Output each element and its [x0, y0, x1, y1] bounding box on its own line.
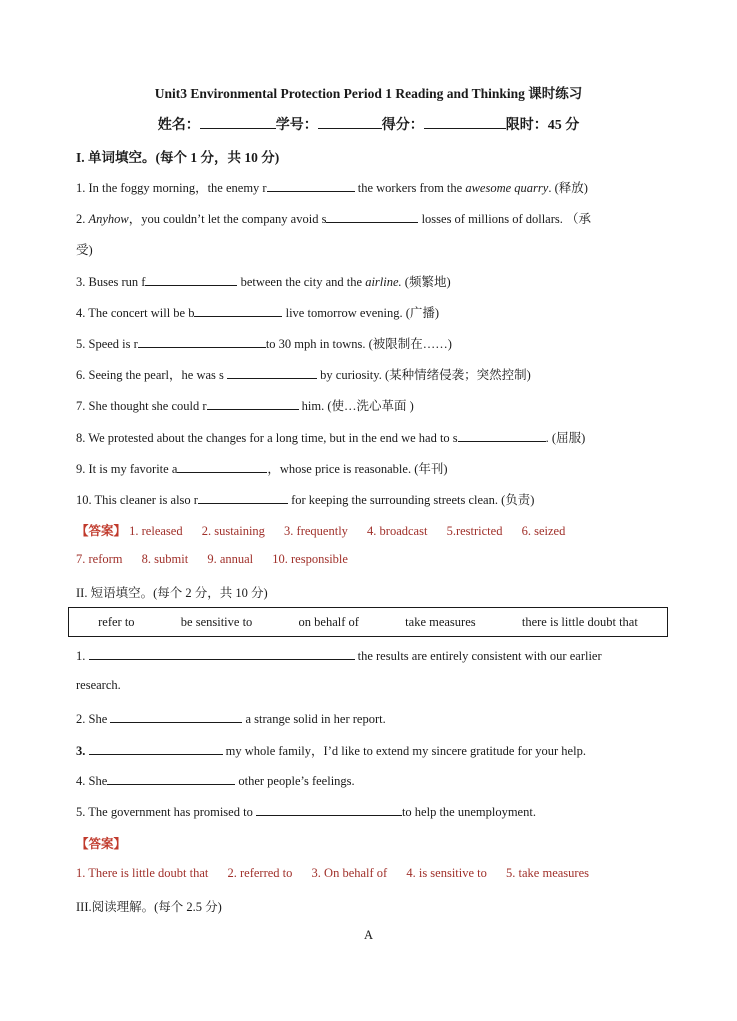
s1-item-6 — [76, 365, 531, 383]
s2-item-2-text2: a strange solid in her report. — [242, 712, 386, 726]
s1-item-2-num: 2. — [76, 212, 89, 226]
score-label: 得分： — [381, 118, 424, 133]
s1-item-2 — [76, 209, 591, 227]
s1-item-2-text: ，you couldn’t let the company avoid s — [128, 212, 327, 226]
s2-item-1-text: the results are entirely consistent with our earlier — [354, 649, 602, 663]
s2-item-5 — [76, 803, 536, 820]
s2-item-1-cont: research. — [76, 678, 121, 692]
s2-answer: 5. take measures — [506, 866, 589, 880]
s2-answers — [76, 866, 605, 881]
s1-answer: 5.restricted — [446, 524, 503, 538]
section1-heading: I. 单词填空。(每个 1 分，共 10 分) — [76, 150, 280, 165]
s1-item-3-hint: (频繁地) — [401, 275, 451, 289]
s1-blank-8[interactable] — [458, 429, 546, 442]
time-label: 限时：45 分 — [505, 118, 580, 133]
s1-item-10 — [76, 490, 534, 508]
s1-item-2-text2: losses of millions of dollars. （承 — [418, 212, 592, 226]
s1-item-2-italic: Anyhow — [88, 212, 129, 226]
s1-item-5 — [76, 334, 452, 352]
s2-blank-2[interactable] — [110, 710, 242, 723]
section3-heading: III.阅读理解。(每个 2.5 分) — [76, 900, 222, 914]
s2-item-1-num: 1. — [76, 649, 89, 663]
s2-item-4-text: 4. She — [76, 774, 108, 788]
s1-item-1-italic: awesome quarry — [465, 181, 549, 195]
phrase-bank — [68, 607, 668, 637]
s2-item-2 — [76, 710, 386, 727]
phrase-option: take measures — [405, 614, 476, 629]
s1-item-1-text2: the workers from the — [354, 181, 466, 195]
s2-answer: 3. On behalf of — [311, 866, 388, 880]
phrase-option: there is little doubt that — [521, 614, 638, 629]
s1-item-7-text2: him. (使…洗心革面 ) — [298, 399, 414, 413]
id-blank[interactable] — [318, 116, 382, 129]
s1-answer: 7. reform — [76, 552, 123, 566]
s2-item-3-num: 3. — [76, 744, 89, 758]
name-blank[interactable] — [200, 116, 276, 129]
s1-blank-3[interactable] — [145, 273, 237, 286]
s1-item-5-text: 5. Speed is r — [76, 337, 138, 351]
s2-blank-4[interactable] — [107, 772, 235, 785]
s1-answers-line2 — [76, 552, 364, 567]
s1-item-1-hint: . (释放) — [548, 181, 588, 195]
passage-label: A — [363, 928, 374, 942]
s1-item-3 — [76, 272, 451, 290]
s1-item-1 — [76, 178, 588, 196]
s1-item-3-text: 3. Buses run f — [76, 275, 146, 289]
s2-item-4-text2: other people’s feelings. — [235, 774, 355, 788]
student-info-row — [0, 114, 737, 134]
id-label: 学号： — [275, 118, 318, 133]
s2-answer-label-row — [76, 834, 126, 852]
s2-blank-1[interactable] — [89, 647, 355, 660]
s1-item-4-text2: live tomorrow evening. (广播) — [282, 306, 440, 320]
s1-blank-7[interactable] — [207, 397, 299, 410]
s2-blank-3[interactable] — [89, 742, 223, 755]
s2-answer: 2. referred to — [227, 866, 293, 880]
s1-answer: 4. broadcast — [367, 524, 428, 538]
s2-item-2-text: 2. She — [76, 712, 111, 726]
s1-answers-line1 — [76, 521, 581, 539]
s2-answer: 1. There is little doubt that — [76, 866, 209, 880]
s1-answer: 2. sustaining — [201, 524, 265, 538]
s1-item-3-text2: between the city and the — [237, 275, 366, 289]
s1-item-8-text2: . (屈服) — [545, 431, 586, 445]
s1-item-6-text: 6. Seeing the pearl，he was s — [76, 368, 228, 382]
s1-item-10-text: 10. This cleaner is also r — [76, 493, 198, 507]
s1-item-2-cont: 受) — [76, 243, 93, 257]
s1-answer: 6. seized — [521, 524, 566, 538]
s1-item-9-text: 9. It is my favorite a — [76, 462, 178, 476]
s2-answer: 4. is sensitive to — [406, 866, 487, 880]
s1-blank-2[interactable] — [326, 210, 418, 223]
s1-blank-5[interactable] — [138, 335, 266, 348]
s1-item-4 — [76, 303, 439, 321]
s2-answer-label: 【答案】 — [76, 837, 127, 851]
s1-item-5-text2: to 30 mph in towns. (被限制在……) — [265, 337, 452, 351]
s1-answer: 8. submit — [141, 552, 189, 566]
s2-item-3 — [76, 741, 586, 759]
phrase-option: on behalf of — [298, 614, 359, 629]
s1-blank-9[interactable] — [177, 460, 267, 473]
s2-item-3-text: my whole family，I’d like to extend my sincere gratitude for your help. — [222, 744, 586, 758]
s1-item-9-text2: ，whose price is reasonable. (年刊) — [267, 462, 448, 476]
s1-item-7-text: 7. She thought she could r — [76, 399, 207, 413]
s1-blank-6[interactable] — [227, 366, 317, 379]
s1-answer: 3. frequently — [284, 524, 348, 538]
score-blank[interactable] — [424, 116, 506, 129]
s2-item-1 — [76, 647, 602, 664]
s2-item-4 — [76, 772, 355, 789]
name-label: 姓名： — [157, 118, 200, 133]
s1-answer: 10. responsible — [272, 552, 348, 566]
s1-item-6-text2: by curiosity. (某种情绪侵袭；突然控制) — [317, 368, 531, 382]
section2-heading: II. 短语填空。(每个 2 分，共 10 分) — [76, 586, 268, 600]
s1-item-4-text: 4. The concert will be b — [76, 306, 195, 320]
s1-item-1-text: 1. In the foggy morning，the enemy r — [76, 181, 267, 195]
s1-item-8-text: 8. We protested about the changes for a long time, but in the end we had to s — [76, 431, 458, 445]
phrase-option: refer to — [98, 614, 135, 629]
s1-answer: 9. annual — [207, 552, 254, 566]
s2-item-5-text2: to help the unemployment. — [401, 805, 536, 819]
s1-blank-1[interactable] — [267, 179, 355, 192]
phrase-option: be sensitive to — [180, 614, 253, 629]
s1-item-3-italic: airline. — [365, 275, 402, 289]
s1-item-10-text2: for keeping the surrounding streets clean. (负责) — [287, 493, 535, 507]
s1-answer: 1. released — [129, 524, 183, 538]
s1-item-7 — [76, 396, 414, 414]
s1-blank-10[interactable] — [198, 491, 288, 504]
s1-blank-4[interactable] — [194, 304, 282, 317]
page-title: Unit3 Environmental Protection Period 1 Reading and Thinking 课时练习 — [154, 86, 583, 101]
s1-item-8 — [76, 428, 585, 446]
s1-item-9 — [76, 459, 448, 477]
s2-blank-5[interactable] — [256, 803, 402, 816]
s1-answer-label: 【答案】 — [76, 524, 127, 538]
s2-item-5-text: 5. The government has promised to — [76, 805, 256, 819]
